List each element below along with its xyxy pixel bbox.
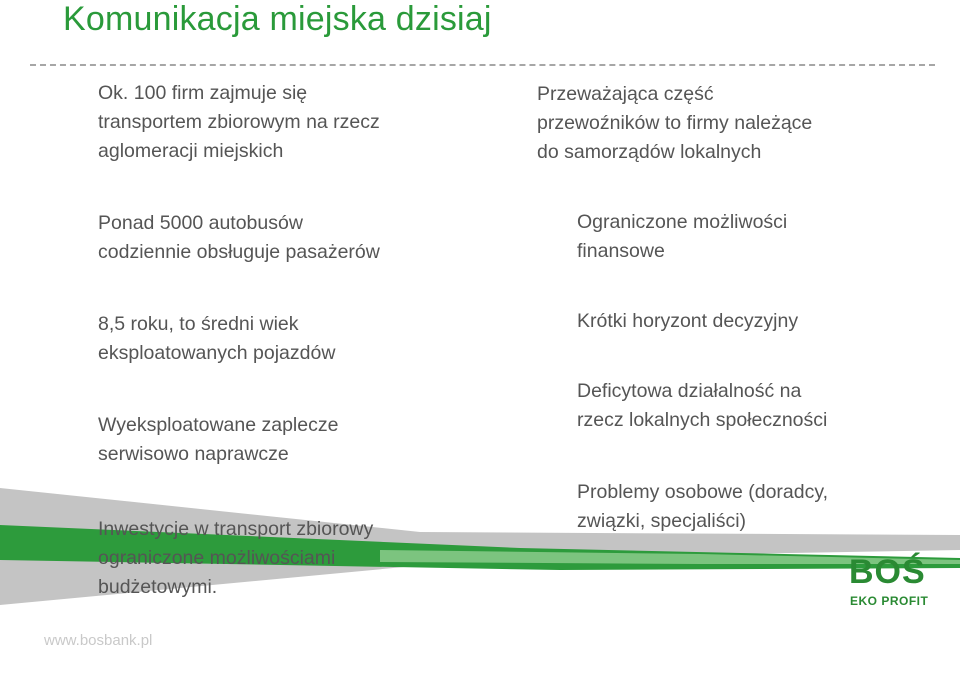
slide-title: Komunikacja miejska dzisiaj <box>63 0 492 38</box>
left-point-4: Wyeksploatowane zaplecze serwisowo naprawcze <box>98 414 339 465</box>
right-point-1: Przeważająca część przewoźników to firmy należące do samorządów lokalnych <box>537 83 813 163</box>
footer-url[interactable]: www.bosbank.pl <box>44 632 153 649</box>
right-point-4: Deficytowa działalność na rzecz lokalnych społeczności <box>577 380 828 431</box>
dashed-divider <box>30 64 935 66</box>
right-point-2: Ograniczone możliwości finansowe <box>577 211 788 262</box>
left-point-5: Inwestycje w transport zbiorowy ograniczone możliwościami budżetowymi. <box>98 518 374 598</box>
right-point-3: Krótki horyzont decyzyjny <box>577 310 799 332</box>
logo-tagline: EKO PROFIT <box>850 594 929 608</box>
right-point-5: Problemy osobowe (doradcy, związki, specjaliści) <box>577 481 829 532</box>
left-point-1: Ok. 100 firm zajmuje się transportem zbiorowym na rzecz aglomeracji miejskich <box>98 82 380 162</box>
bos-logo-wordmark: BOŚ <box>849 553 926 591</box>
left-point-3: 8,5 roku, to średni wiek eksploatowanych pojazdów <box>98 313 336 364</box>
leaf-icon <box>873 560 899 586</box>
left-point-2: Ponad 5000 autobusów codziennie obsługuje pasażerów <box>98 212 380 263</box>
